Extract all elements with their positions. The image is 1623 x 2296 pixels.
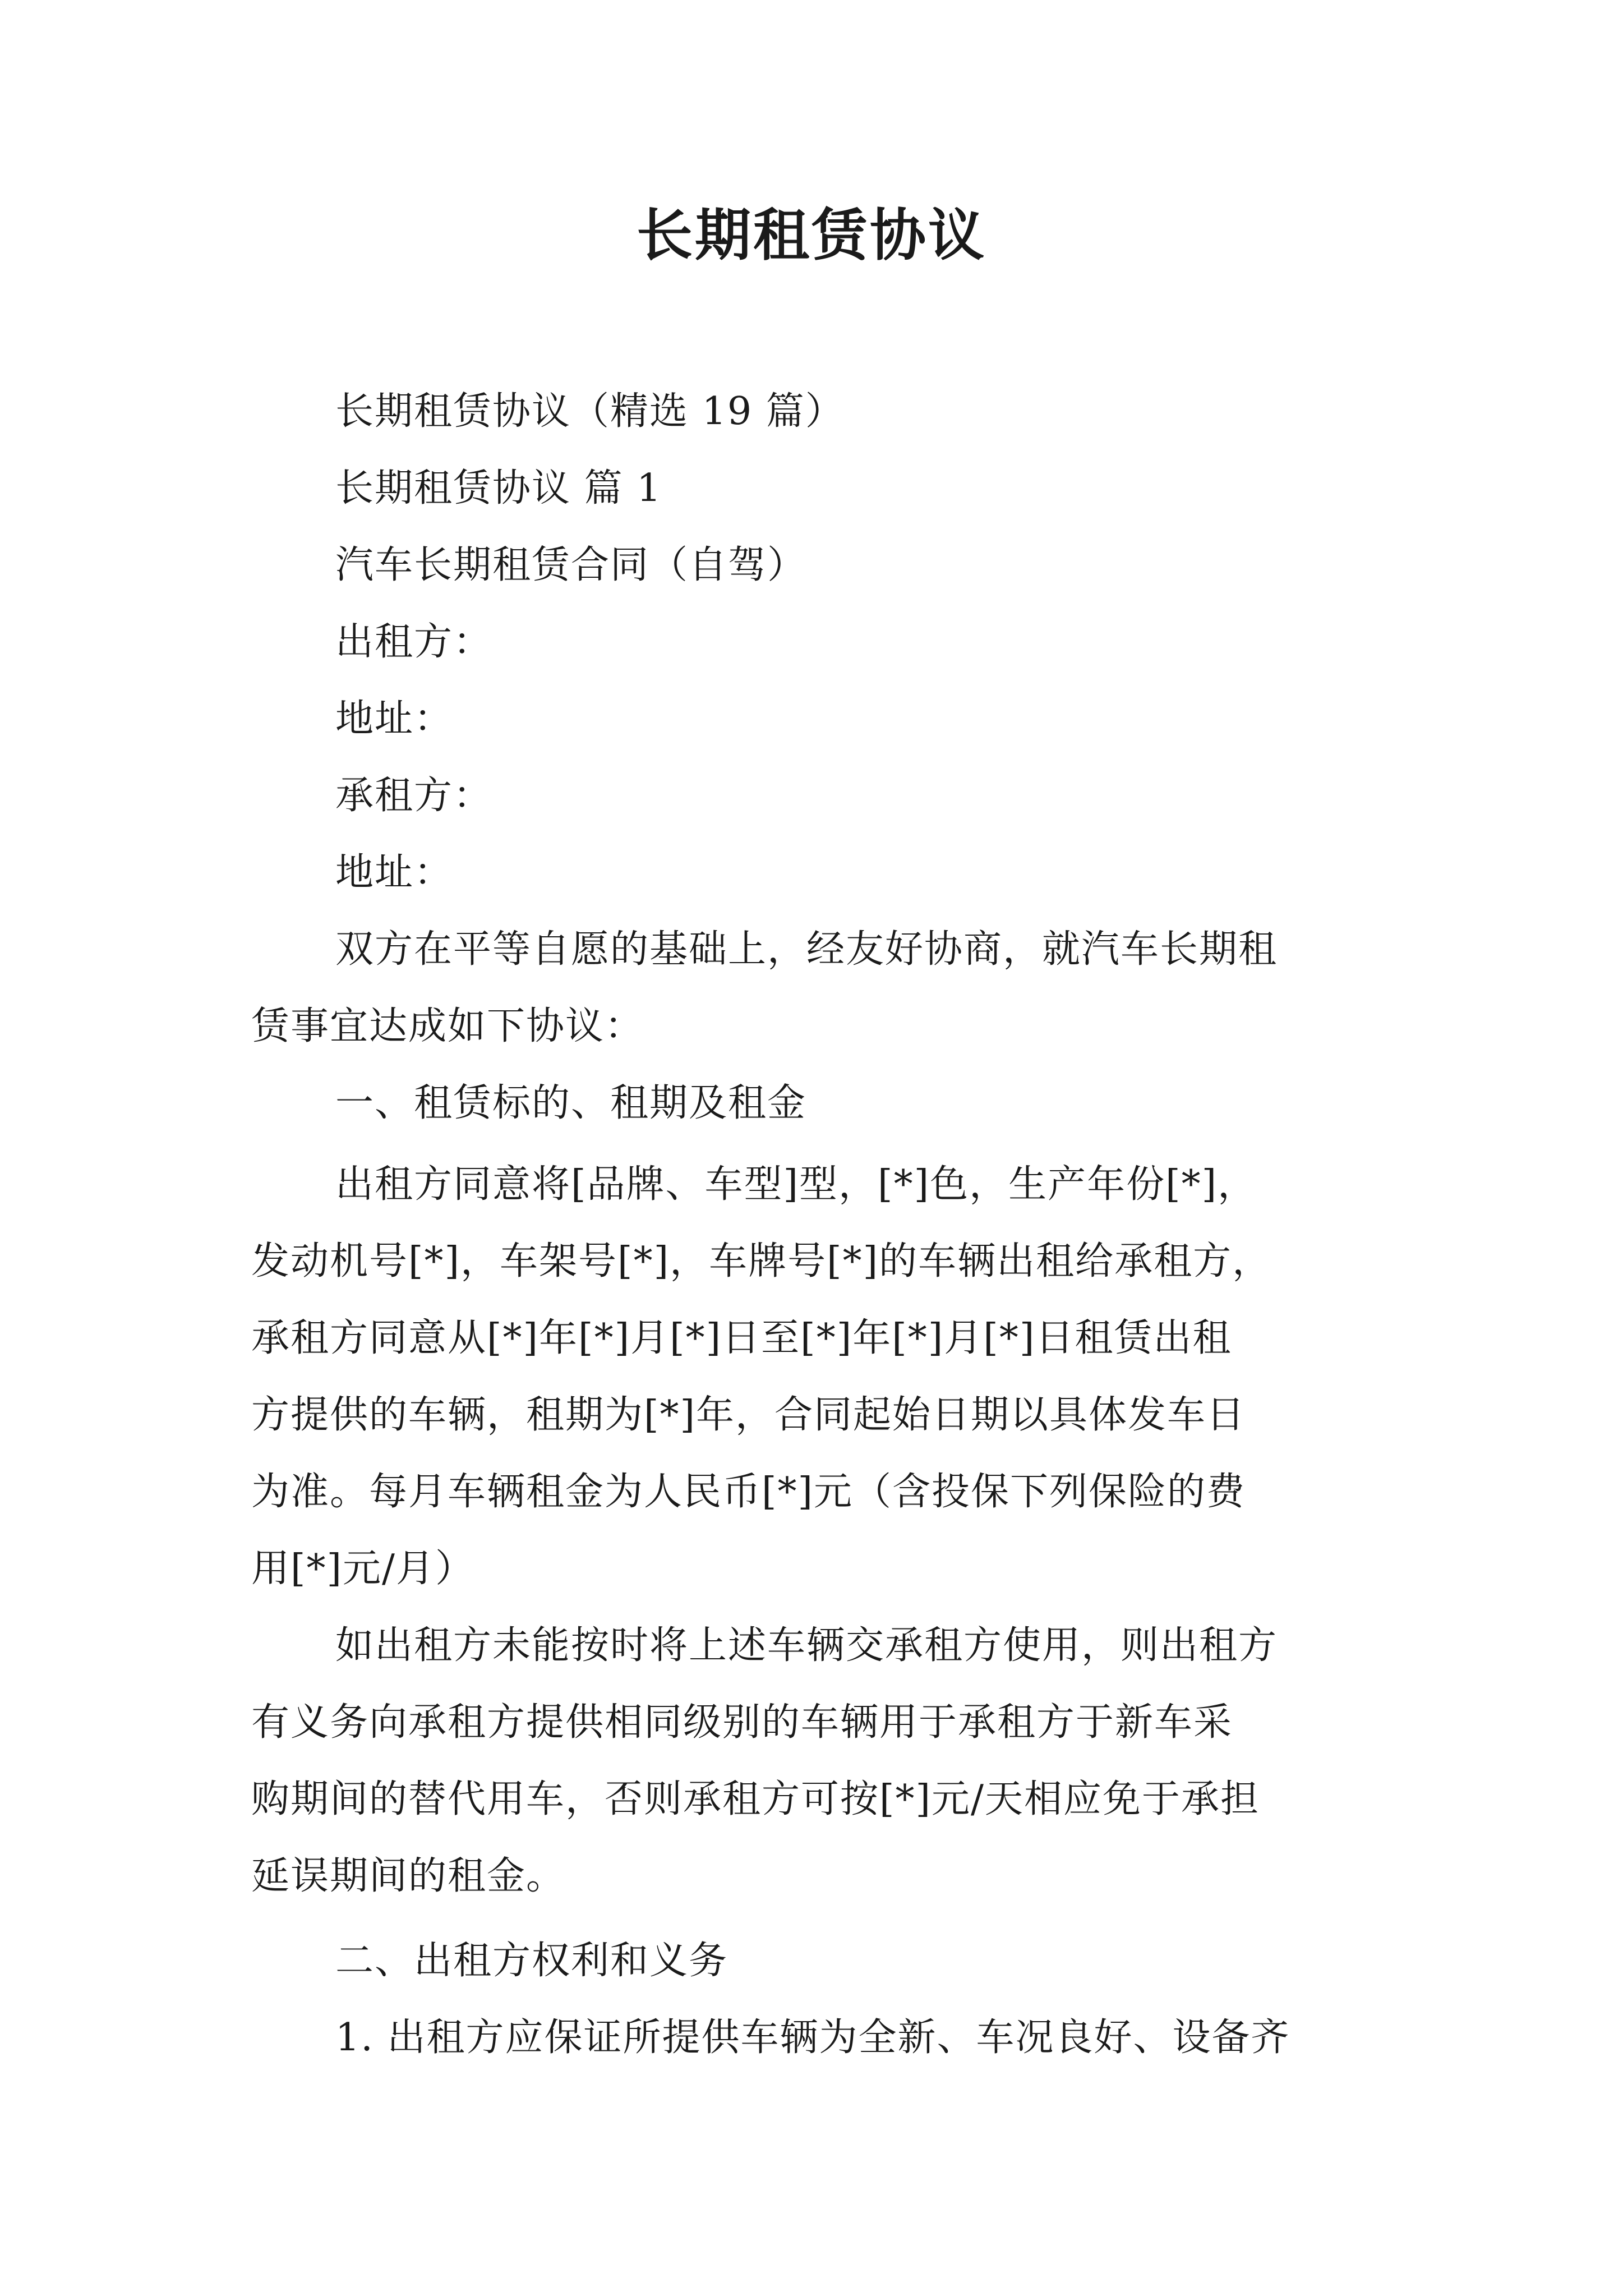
clause-heading: 一、租赁标的、租期及租金 [335, 1081, 807, 1125]
clause-text-line: 发动机号[*]，车架号[*]，车牌号[*]的车辆出租给承租方， [251, 1239, 1272, 1283]
clause-text-line: 出租方同意将[品牌、车型]型，[*]色，生产年份[*]， [335, 1162, 1257, 1207]
clause-text-line: 延误期间的租金。 [251, 1854, 566, 1898]
section-heading-line: 长期租赁协议 篇 1 [335, 466, 662, 510]
clause-text-line: 1. 出租方应保证所提供车辆为全新、车况良好、设备齐 [335, 2016, 1290, 2060]
clause-text-line: 有义务向承租方提供相同级别的车辆用于承租方于新车采 [251, 1700, 1233, 1745]
subtitle-line: 长期租赁协议（精选 19 篇） [335, 389, 845, 434]
document-title: 长期租赁协议 [637, 203, 986, 268]
preamble-line: 赁事宜达成如下协议： [251, 1004, 644, 1048]
clause-text-line: 如出租方未能按时将上述车辆交承租方使用，则出租方 [335, 1623, 1278, 1668]
clause-heading: 二、出租方权利和义务 [335, 1939, 728, 1983]
preamble-line: 双方在平等自愿的基础上，经友好协商，就汽车长期租 [335, 927, 1278, 972]
clause-text-line: 为准。每月车辆租金为人民币[*]元（含投保下列保险的费 [251, 1470, 1246, 1514]
lessee-address-line: 地址： [335, 850, 454, 895]
document-body [251, 373, 1395, 2076]
clause-text-line: 承租方同意从[*]年[*]月[*]日至[*]年[*]月[*]日租赁出租 [251, 1316, 1232, 1360]
lessor-line: 出租方： [335, 620, 493, 664]
clause-text-line: 用[*]元/月） [251, 1547, 474, 1591]
clause-text-line: 购期间的替代用车，否则承租方可按[*]元/天相应免于承担 [251, 1777, 1260, 1821]
contract-name-line: 汽车长期租赁合同（自驾） [335, 543, 807, 587]
clause-text-line: 方提供的车辆，租期为[*]年，合同起始日期以具体发车日 [251, 1393, 1246, 1437]
lessor-address-line: 地址： [335, 697, 454, 741]
lessee-line: 承租方： [335, 774, 493, 818]
